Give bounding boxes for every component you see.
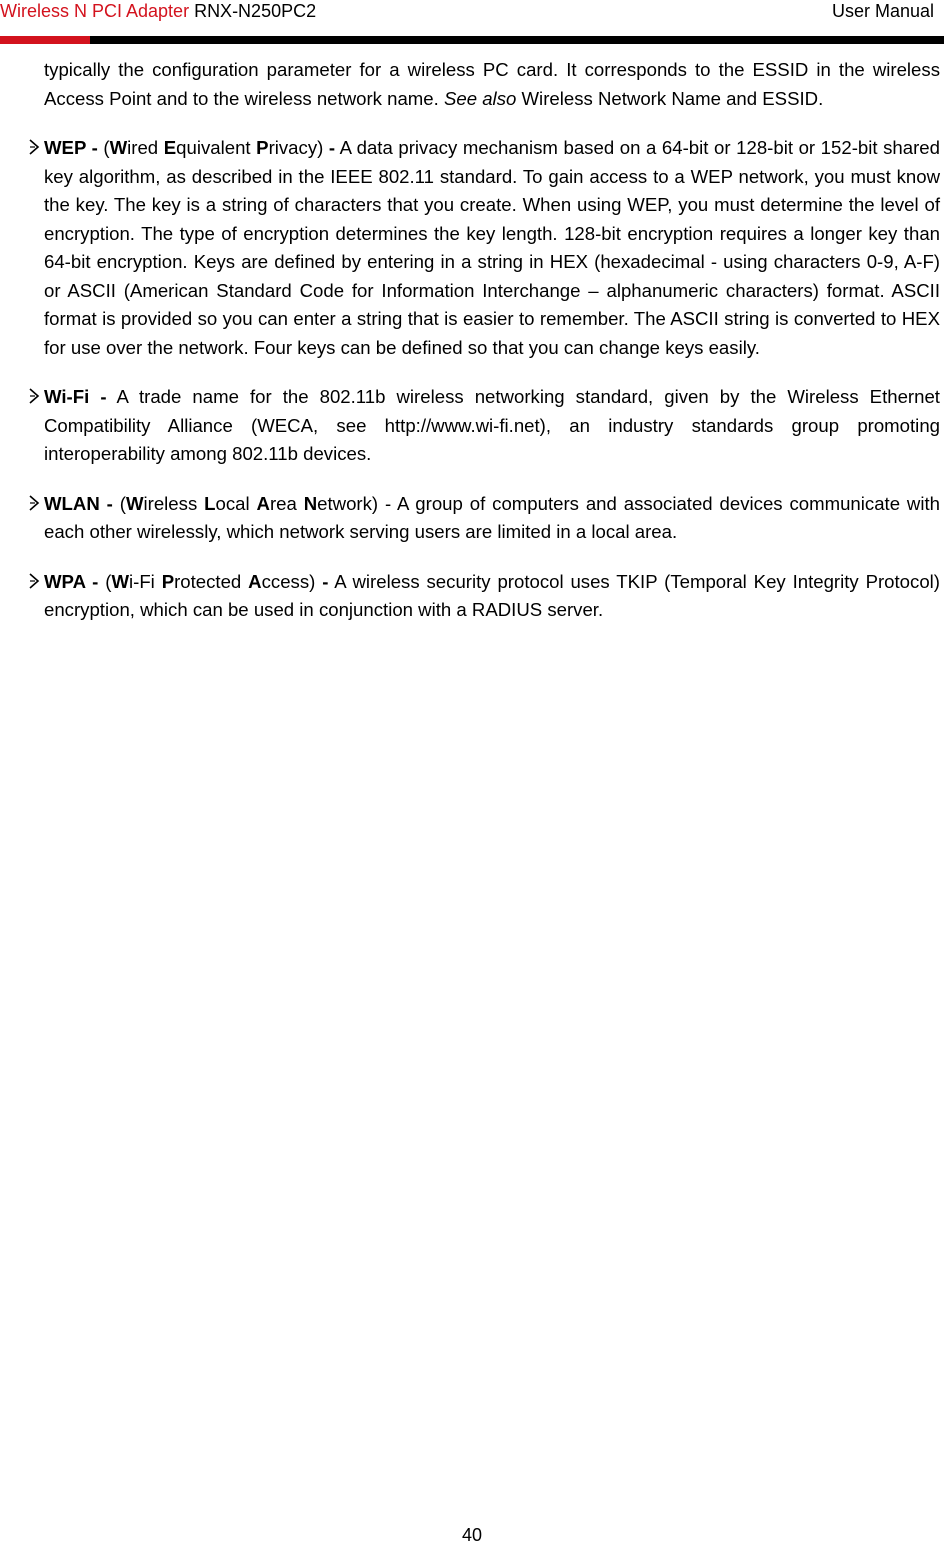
entry-text-fragment: ired bbox=[127, 137, 164, 158]
entry-initial-letter: N bbox=[303, 492, 318, 514]
entry-text-fragment: ireless bbox=[143, 492, 205, 514]
intro-text-b: Wireless Network Name and ESSID. bbox=[516, 87, 824, 109]
glossary-entry-wlan bbox=[44, 490, 940, 547]
page-header bbox=[0, 0, 944, 34]
header-model: RNX-N250PC2 bbox=[189, 1, 317, 21]
intro-text-a: typically the configuration parameter for a wireless PC card. It corresponds to the ESSID in the wireless Access Point and to the wireless network name. bbox=[44, 59, 940, 109]
header-rule bbox=[0, 36, 944, 44]
arrow-bullet-icon bbox=[28, 570, 40, 592]
entry-initial-letter: A bbox=[256, 492, 270, 514]
entry-term: WLAN - bbox=[44, 492, 113, 514]
entry-text-fragment: ( bbox=[97, 137, 110, 158]
entry-term: WPA - bbox=[44, 570, 99, 592]
intro-see-also: See also bbox=[443, 87, 517, 109]
header-product-prefix: Wireless N PCI Adapter bbox=[0, 1, 190, 21]
header-rule-black-segment bbox=[90, 36, 944, 44]
glossary-entry-wpa bbox=[44, 568, 940, 625]
arrow-bullet-icon bbox=[28, 492, 40, 514]
entry-initial-letter: E bbox=[163, 137, 177, 158]
entry-definition: etwork) - A group of computers and associated devices communicate with each other wirelessly, which network serving users are limited in a local area. bbox=[44, 492, 941, 542]
entry-text-fragment: rea bbox=[269, 492, 304, 514]
entry-definition: A data privacy mechanism based on a 64-bit or 128-bit or 152-bit shared key algorithm, as described in the IEEE 802.11 standard. To gain access to a WEP network, you must know the key. The key is a string of characters that you create. When using WEP, you must determine the level of encryption. The type of encryption determines the key length. 128-bit encryption requires a longer key than 64-bit encryption. Keys are defined by entering in a string in HEX (hexadecimal - using characters 0-9, A-F) or ASCII (American Standard Code for Information Interchange – alphanumeric characters) format. ASCII format is provided so you can enter a string that is easier to remember. The ASCII string is converted to HEX for use over the network. Four keys can be defined so that you can change keys easily. bbox=[44, 137, 940, 358]
entry-text-fragment: i-Fi bbox=[129, 570, 162, 592]
header-manual-label: User Manual bbox=[831, 1, 934, 21]
entry-initial-letter: A bbox=[248, 570, 262, 592]
glossary-entry-wifi bbox=[44, 383, 940, 469]
entry-text bbox=[44, 490, 940, 547]
arrow-bullet-icon bbox=[28, 385, 40, 407]
entry-dash: - bbox=[322, 570, 329, 592]
entry-initial-letter: P bbox=[256, 137, 269, 158]
entry-text-fragment: rotected bbox=[174, 570, 249, 592]
header-rule-red-segment bbox=[0, 36, 90, 44]
page-number: 40 bbox=[461, 1525, 483, 1545]
entry-definition: A trade name for the 802.11b wireless networking standard, given by the Wireless Ethernet Compatibility Alliance (WECA, see http://www.wi-fi.net), an industry standards group promoting interoperability among 802.11b devices. bbox=[44, 386, 940, 464]
entry-initial-letter: L bbox=[204, 492, 216, 514]
intro-paragraph bbox=[44, 56, 940, 113]
header-product-title bbox=[0, 0, 316, 22]
entry-term: Wi-Fi - bbox=[44, 386, 107, 407]
entry-text bbox=[44, 383, 940, 469]
entry-initial-letter: P bbox=[161, 570, 175, 592]
entry-term: WEP - bbox=[44, 137, 98, 158]
entry-initial-letter: W bbox=[125, 492, 144, 514]
entry-text bbox=[44, 134, 940, 362]
entry-text bbox=[44, 568, 940, 625]
entry-text-fragment: ( bbox=[112, 492, 126, 514]
entry-text-fragment: ( bbox=[98, 570, 112, 592]
entry-dash: - bbox=[328, 137, 336, 158]
entry-initial-letter: W bbox=[111, 570, 129, 592]
glossary-body bbox=[44, 56, 940, 625]
arrow-bullet-icon bbox=[28, 136, 40, 158]
entry-text-fragment: rivacy) bbox=[268, 137, 329, 158]
entry-text-fragment: ccess) bbox=[261, 570, 323, 592]
entry-initial-letter: W bbox=[109, 137, 128, 158]
entry-text-fragment: quivalent bbox=[176, 137, 257, 158]
glossary-entry-wep bbox=[44, 134, 940, 362]
entry-text-fragment: ocal bbox=[215, 492, 257, 514]
entry-definition: A wireless security protocol uses TKIP (Temporal Key Integrity Protocol) encryption, which can be used in conjunction with a RADIUS server. bbox=[44, 570, 940, 620]
